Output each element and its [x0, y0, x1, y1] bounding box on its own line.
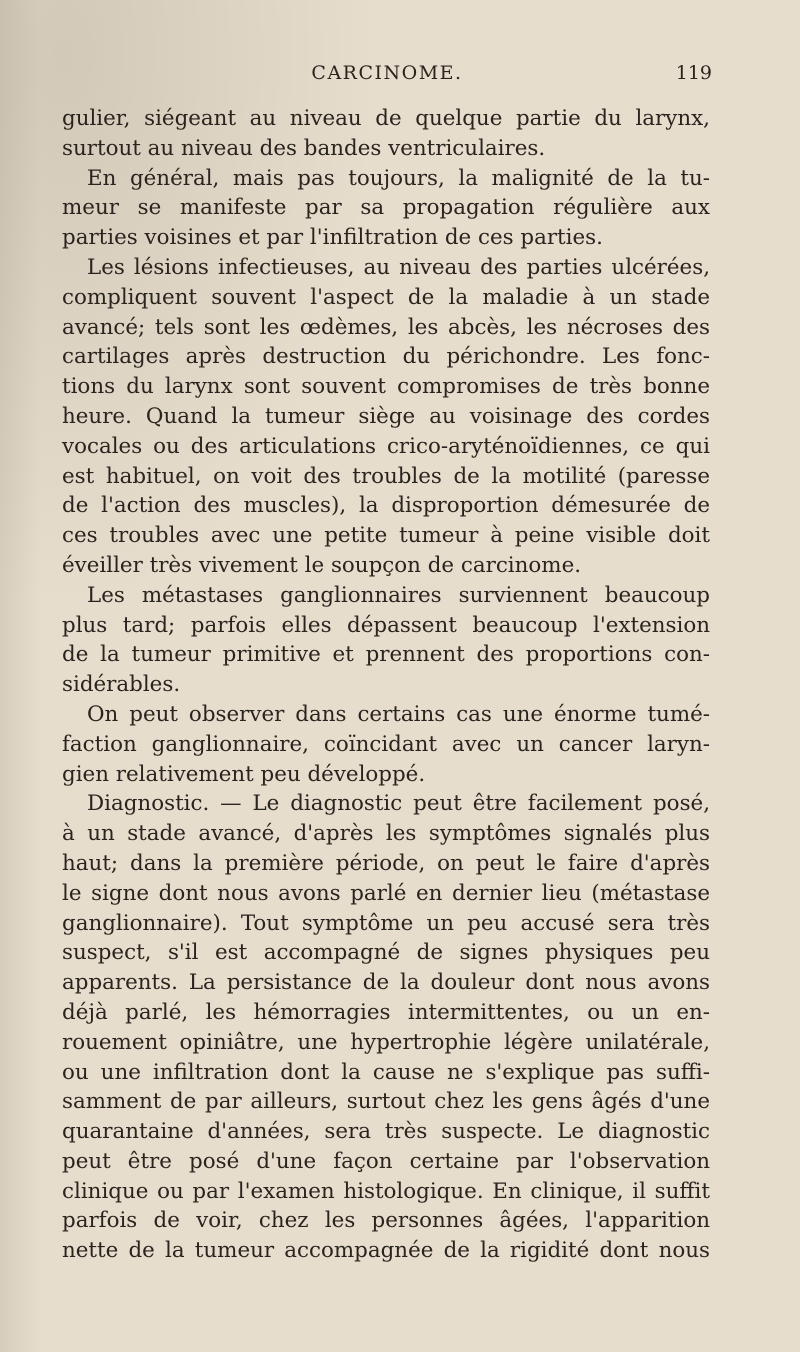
text-line: Les métastases ganglionnaires surviennent beaucoup	[87, 582, 710, 608]
text-line: meur se manifeste par sa propagation régulière aux	[62, 195, 710, 221]
text-line: On peut observer dans certains cas une énorme tumé-	[87, 701, 710, 727]
text-line: En général, mais pas toujours, la malignité de la tu-	[87, 165, 710, 191]
text-line: cartilages après destruction du périchondre. Les fonc-	[62, 344, 710, 370]
text-line: plus tard; parfois elles dépassent beaucoup l'extension	[62, 612, 710, 638]
text-line: Diagnostic. — Le diagnostic peut être facilement posé,	[87, 791, 710, 817]
text-line: tions du larynx sont souvent compromises de très bonne	[62, 374, 710, 400]
text-line: rouement opiniâtre, une hypertrophie légère unilatérale,	[62, 1029, 710, 1055]
text-line: ces troubles avec une petite tumeur à peine visible doit	[62, 523, 710, 549]
text-line: est habituel, on voit des troubles de la motilité (paresse	[62, 463, 710, 489]
text-line: déjà parlé, les hémorragies intermittentes, ou un en-	[62, 999, 710, 1025]
text-line: le signe dont nous avons parlé en dernier lieu (métastase	[62, 880, 710, 906]
text-line: vocales ou des articulations crico-aryténoïdiennes, ce qui	[62, 433, 710, 459]
text-line: à un stade avancé, d'après les symptômes signalés plus	[62, 821, 710, 847]
text-line: apparents. La persistance de la douleur dont nous avons	[62, 970, 710, 996]
text-line: ou une infiltration dont la cause ne s'explique pas suffi-	[62, 1059, 710, 1085]
text-line: gien relativement peu développé.	[62, 761, 426, 787]
text-line: compliquent souvent l'aspect de la maladie à un stade	[62, 284, 710, 310]
text-line: Les lésions infectieuses, au niveau des parties ulcérées,	[87, 254, 710, 280]
text-line: nette de la tumeur accompagnée de la rigidité dont nous	[62, 1238, 710, 1264]
running-title: CARCINOME.	[311, 62, 463, 84]
text-line: surtout au niveau des bandes ventriculaires.	[62, 135, 546, 161]
text-line: clinique ou par l'examen histologique. En clinique, il suffit	[62, 1178, 710, 1204]
text-line: de l'action des muscles), la disproportion démesurée de	[62, 493, 710, 519]
running-head	[62, 62, 712, 92]
text-line: avancé; tels sont les œdèmes, les abcès, les nécroses des	[62, 314, 710, 340]
text-line: parfois de voir, chez les personnes âgées, l'apparition	[62, 1208, 710, 1234]
text-line: parties voisines et par l'infiltration de ces parties.	[62, 225, 603, 251]
text-line: ganglionnaire). Tout symptôme un peu accusé sera très	[62, 910, 710, 936]
text-line: sidérables.	[62, 672, 181, 698]
text-line: peut être posé d'une façon certaine par l'observation	[62, 1148, 710, 1174]
text-line: suspect, s'il est accompagné de signes physiques peu	[62, 940, 710, 966]
text-line: haut; dans la première période, on peut le faire d'après	[62, 850, 710, 876]
text-line: gulier, siégeant au niveau de quelque partie du larynx,	[62, 106, 710, 131]
text-line: faction ganglionnaire, coïncidant avec un cancer laryn-	[62, 731, 710, 757]
text-line: éveiller très vivement le soupçon de carcinome.	[62, 552, 582, 578]
text-line: heure. Quand la tumeur siège au voisinage des cordes	[62, 403, 710, 429]
body-text	[62, 104, 710, 1266]
text-line: quarantaine d'années, sera très suspecte. Le diagnostic	[62, 1119, 710, 1145]
text-line: de la tumeur primitive et prennent des proportions con-	[62, 642, 710, 668]
page-number: 119	[675, 62, 712, 84]
text-line: samment de par ailleurs, surtout chez les gens âgés d'une	[62, 1089, 710, 1115]
